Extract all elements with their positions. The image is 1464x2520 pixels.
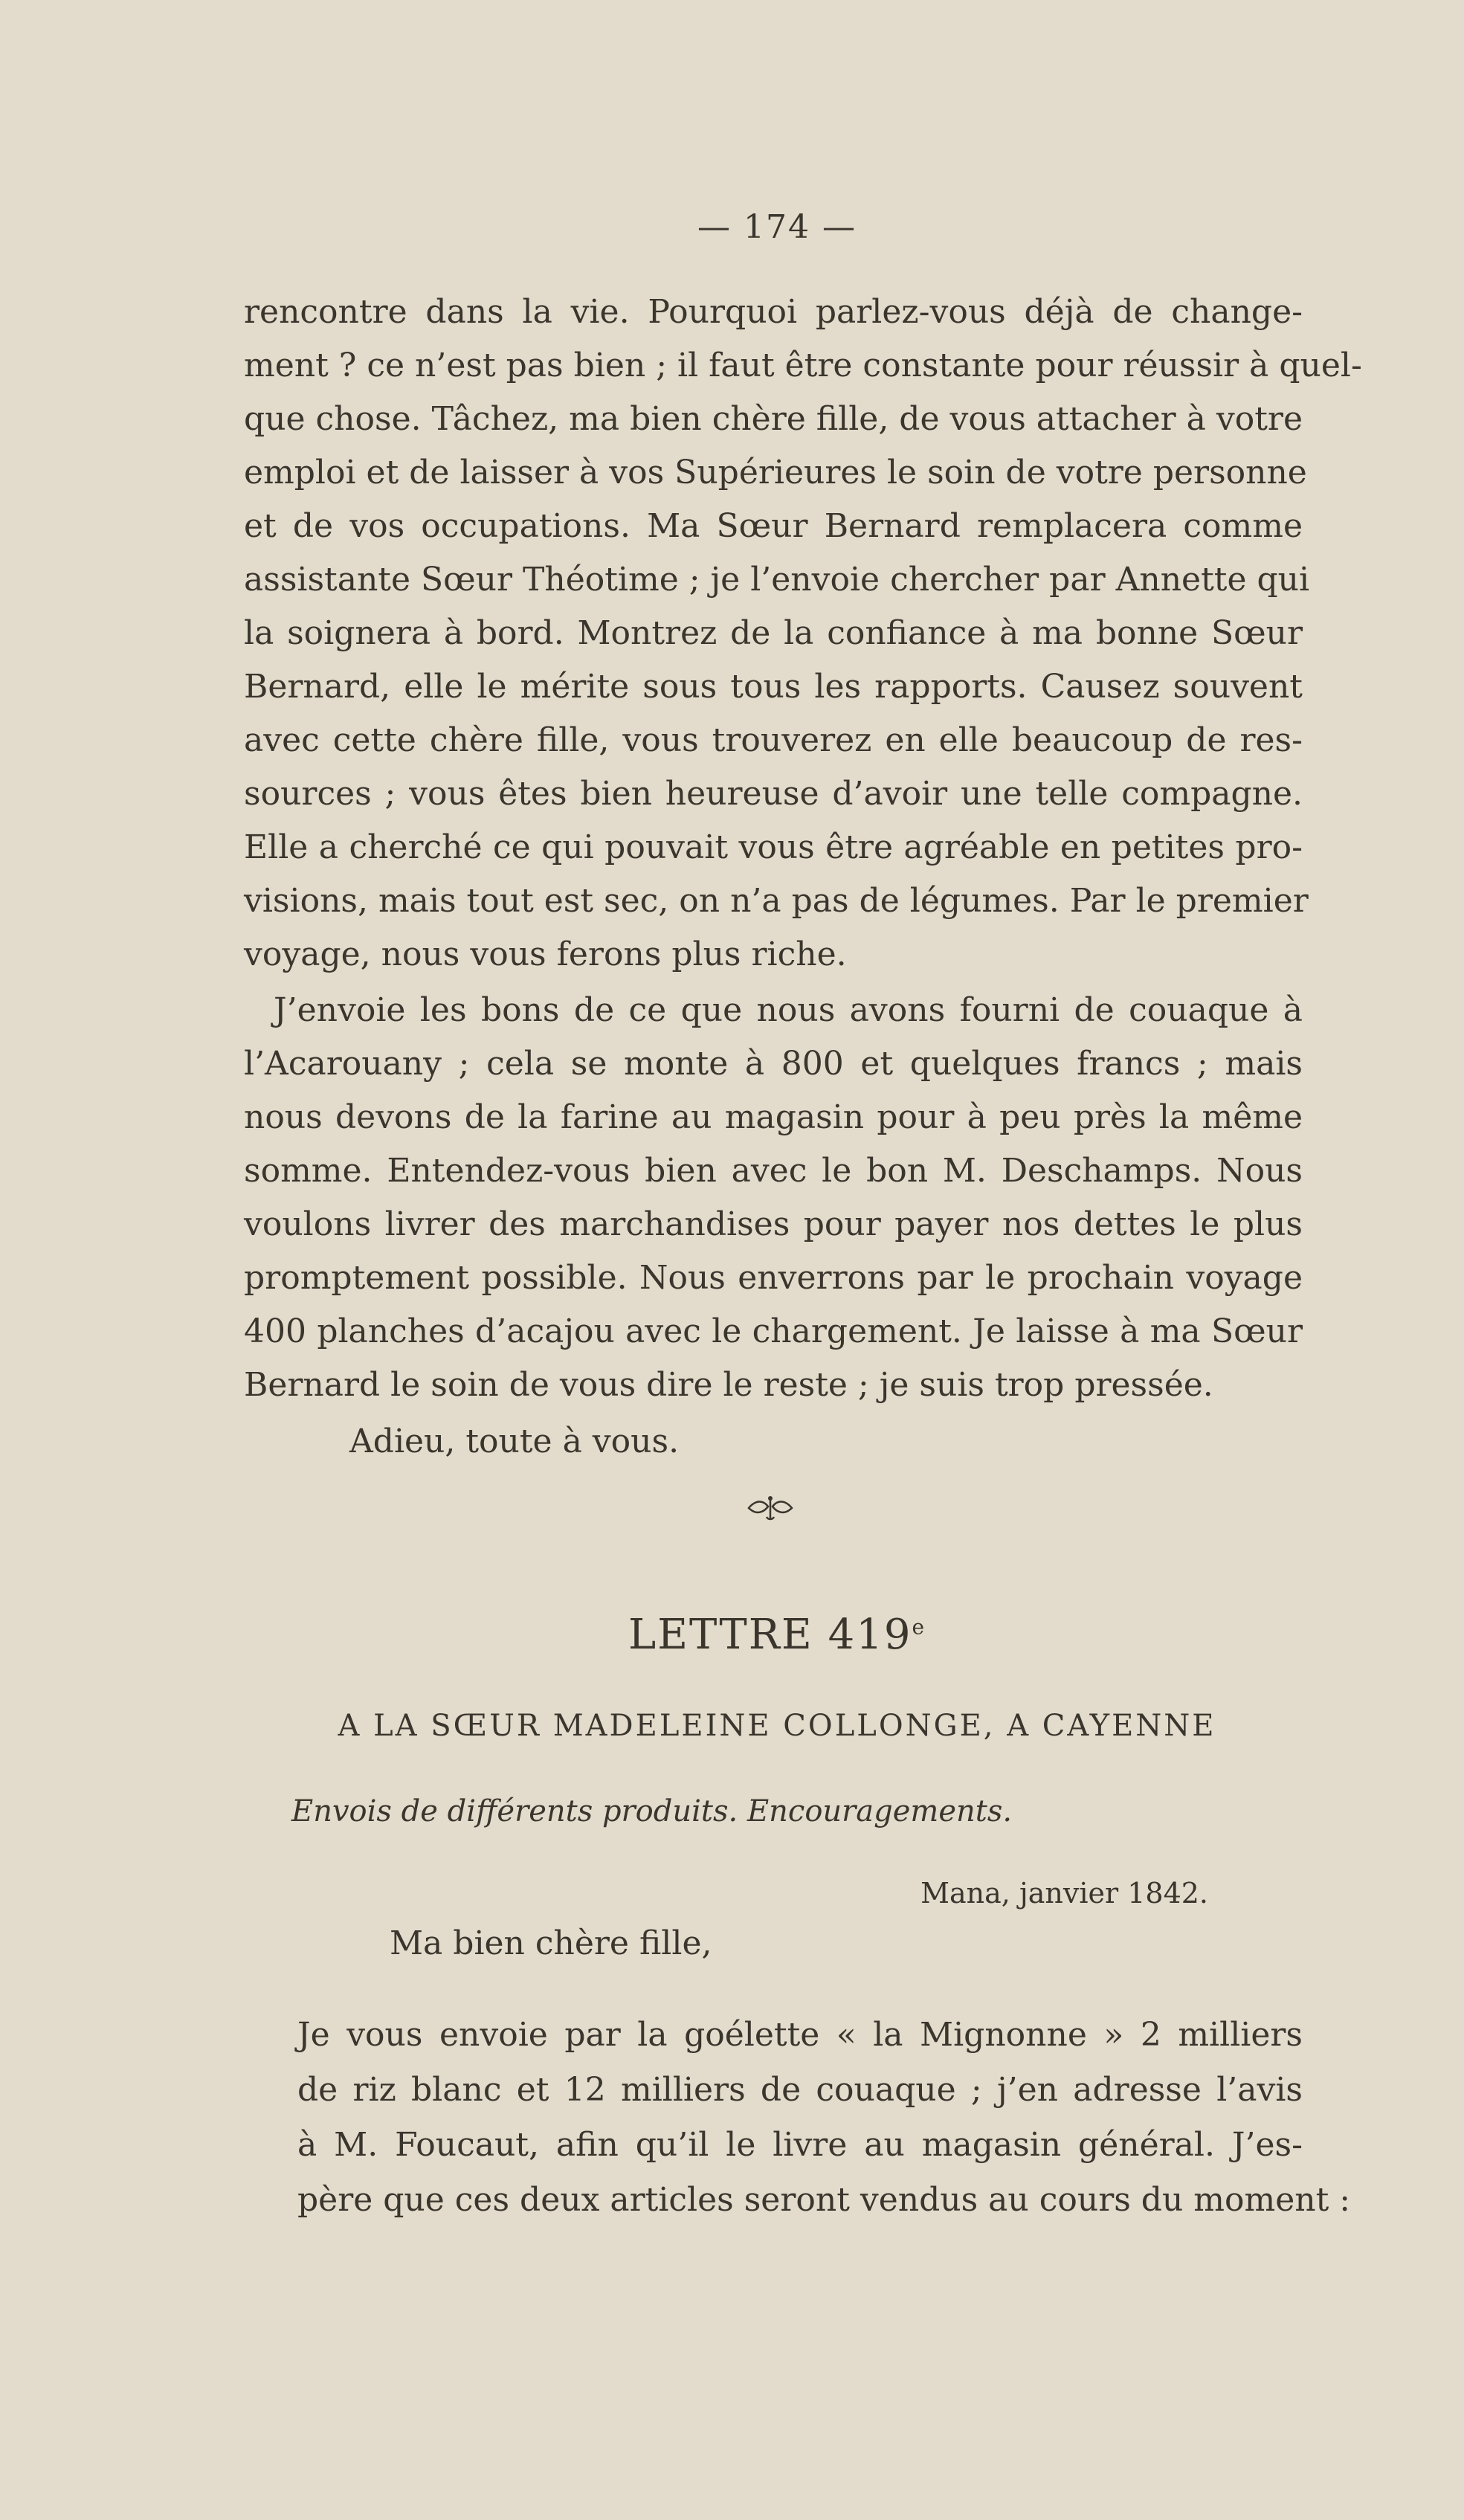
text-line: Elle a cherché ce qui pouvait vous être agréable en petites pro-	[244, 828, 1303, 866]
text-line: la soignera à bord. Montrez de la confiance à ma bonne Sœur	[244, 614, 1303, 652]
text-line: que chose. Tâchez, ma bien chère fille, de vous attacher à votre	[244, 400, 1303, 438]
text-line: père que ces deux articles seront vendus au cours du moment :	[297, 2181, 1351, 2219]
text-line: visions, mais tout est sec, on n’a pas de légumes. Par le premier	[244, 882, 1309, 920]
text-line: avec cette chère fille, vous trouverez en elle beaucoup de res-	[244, 721, 1303, 759]
letter-title	[0, 1611, 1464, 1659]
paragraph-2	[244, 984, 1303, 1412]
text-line: promptement possible. Nous enverrons par le prochain voyage	[244, 1259, 1303, 1297]
letter-title-suffix: e	[912, 1614, 926, 1640]
text-line: rencontre dans la vie. Pourquoi parlez-vous déjà de change-	[244, 293, 1303, 331]
text-line: l’Acarouany ; cela se monte à 800 et quelques francs ; mais	[244, 1045, 1303, 1083]
text-line: de riz blanc et 12 milliers de couaque ; j’en adresse l’avis	[297, 2071, 1303, 2109]
ornament-fleuron-icon	[746, 1495, 795, 1521]
text-line: Bernard, elle le mérite sous tous les rapports. Causez souvent	[244, 668, 1303, 706]
letter-dateline: Mana, janvier 1842.	[920, 1877, 1208, 1910]
letter-salutation: Ma bien chère fille,	[390, 1924, 712, 1962]
text-line: ment ? ce n’est pas bien ; il faut être constante pour réussir à quel-	[244, 347, 1362, 384]
text-line: voulons livrer des marchandises pour payer nos dettes le plus	[244, 1205, 1303, 1243]
paragraph-1	[244, 286, 1362, 982]
text-line: sources ; vous êtes bien heureuse d’avoir une telle compagne.	[244, 775, 1303, 813]
text-line: nous devons de la farine au magasin pour à peu près la même	[244, 1098, 1303, 1136]
text-line: somme. Entendez-vous bien avec le bon M. Deschamps. Nous	[244, 1152, 1303, 1190]
letter-body	[297, 2008, 1351, 2228]
letter-summary: Envois de différents produits. Encouragements.	[291, 1794, 1013, 1828]
text-line: Bernard le soin de vous dire le reste ; je suis trop pressée.	[244, 1366, 1213, 1404]
text-line: à M. Foucaut, afin qu’il le livre au magasin général. J’es-	[297, 2126, 1303, 2164]
text-line: et de vos occupations. Ma Sœur Bernard remplacera comme	[244, 507, 1303, 545]
text-line: 400 planches d’acajou avec le chargement. Je laisse à ma Sœur	[244, 1312, 1303, 1350]
page-number: — 174 —	[697, 208, 857, 246]
closing-line: Adieu, toute à vous.	[349, 1422, 680, 1460]
letter-recipient: A LA SŒUR MADELEINE COLLONGE, A CAYENNE	[338, 1709, 1216, 1743]
text-line: J’envoie les bons de ce que nous avons fourni de couaque à	[274, 991, 1303, 1029]
text-line: emploi et de laisser à vos Supérieures le soin de votre personne	[244, 454, 1307, 492]
text-line: voyage, nous vous ferons plus riche.	[244, 935, 847, 973]
text-line: Je vous envoie par la goélette « la Mignonne » 2 milliers	[297, 2016, 1303, 2054]
text-line: assistante Sœur Théotime ; je l’envoie chercher par Annette qui	[244, 561, 1310, 599]
letter-title-text: LETTRE 419	[628, 1611, 912, 1659]
